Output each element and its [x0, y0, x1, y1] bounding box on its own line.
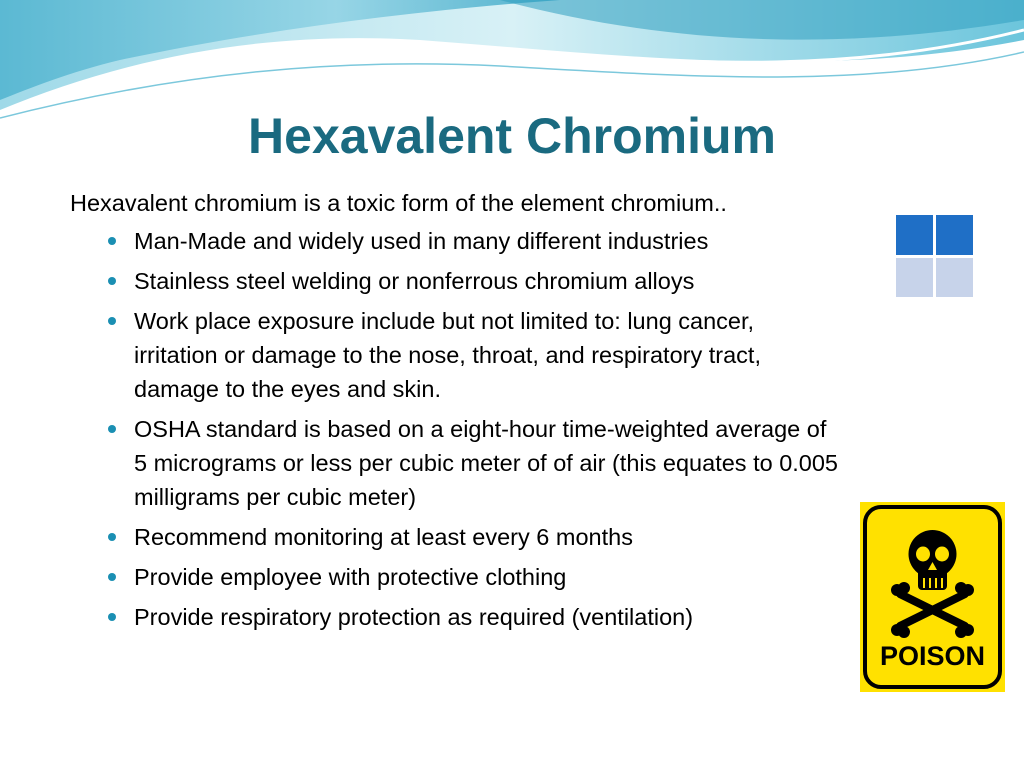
grid-cell	[896, 258, 933, 298]
bullet-text: Recommend monitoring at least every 6 months	[134, 524, 633, 550]
grid-cell	[936, 215, 973, 255]
list-item	[70, 304, 840, 406]
slide-title: Hexavalent Chromium	[248, 108, 776, 164]
grid-cell	[896, 215, 933, 255]
bullet-list	[70, 224, 840, 634]
slide-body	[70, 186, 840, 640]
bullet-dot-icon	[108, 573, 116, 581]
bullet-dot-icon	[108, 237, 116, 245]
list-item	[70, 560, 840, 594]
list-item	[70, 520, 840, 554]
bullet-dot-icon	[108, 613, 116, 621]
poison-sign-image	[860, 502, 1005, 692]
grid-cell	[936, 258, 973, 298]
bullet-text: Stainless steel welding or nonferrous chromium alloys	[134, 268, 695, 294]
bullet-text: Provide employee with protective clothing	[134, 564, 567, 590]
bullet-dot-icon	[108, 277, 116, 285]
bullet-text: OSHA standard is based on a eight-hour time-weighted average of 5 micrograms or less per cubic meter of of air (this equates to 0.005 milligrams per cubic meter)	[134, 416, 839, 510]
poison-label: POISON	[879, 641, 986, 671]
intro-paragraph: Hexavalent chromium is a toxic form of the element chromium..	[70, 190, 727, 216]
bullet-text: Provide respiratory protection as required (ventilation)	[134, 604, 694, 630]
list-item	[70, 412, 840, 514]
bullet-dot-icon	[108, 425, 116, 433]
bullet-dot-icon	[108, 533, 116, 541]
list-item	[70, 224, 840, 258]
bullet-dot-icon	[108, 317, 116, 325]
list-item	[70, 264, 840, 298]
grid-decoration-icon	[896, 215, 973, 297]
bullet-text: Work place exposure include but not limited to: lung cancer, irritation or damage to the nose, throat, and respiratory tract, damage to the eyes and skin.	[134, 308, 761, 402]
list-item	[70, 600, 840, 634]
bullet-text: Man-Made and widely used in many different industries	[134, 228, 709, 254]
